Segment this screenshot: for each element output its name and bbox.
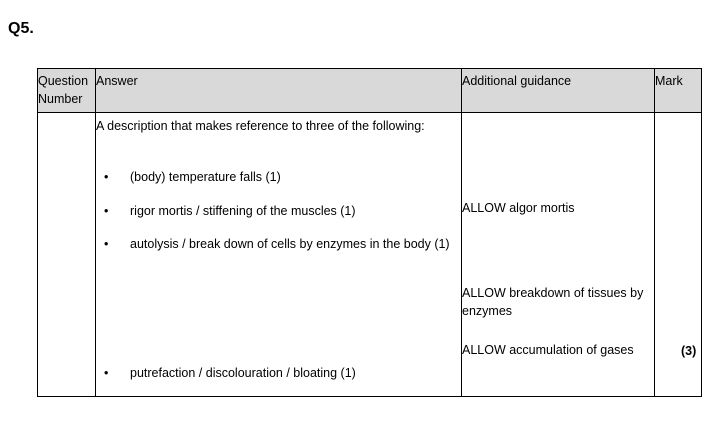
guidance-item: ALLOW algor mortis xyxy=(462,201,575,215)
mark-scheme-table xyxy=(37,68,702,397)
header-answer: Answer xyxy=(96,74,138,88)
bullet-icon: • xyxy=(104,170,109,184)
header-question-number: Question Number xyxy=(38,74,89,106)
answer-intro: A description that makes reference to three of the following: xyxy=(96,119,425,133)
question-number-label: Q5. xyxy=(8,20,34,37)
header-divider xyxy=(38,112,701,113)
header-mark: Mark xyxy=(655,74,683,88)
guidance-item: ALLOW accumulation of gases xyxy=(462,343,634,357)
guidance-item: ALLOW breakdown of tissues by enzymes xyxy=(462,286,644,318)
header-additional-guidance: Additional guidance xyxy=(462,74,572,88)
bullet-icon: • xyxy=(104,237,109,251)
answer-point: autolysis / break down of cells by enzymes in the body (1) xyxy=(130,237,450,251)
answer-point: rigor mortis / stiffening of the muscles (1) xyxy=(130,204,356,218)
column-divider xyxy=(654,69,655,396)
answer-point: (body) temperature falls (1) xyxy=(130,170,281,184)
mark-value: (3) xyxy=(681,344,697,358)
bullet-icon: • xyxy=(104,366,109,380)
bullet-icon: • xyxy=(104,204,109,218)
answer-point: putrefaction / discolouration / bloating (1) xyxy=(130,366,356,380)
